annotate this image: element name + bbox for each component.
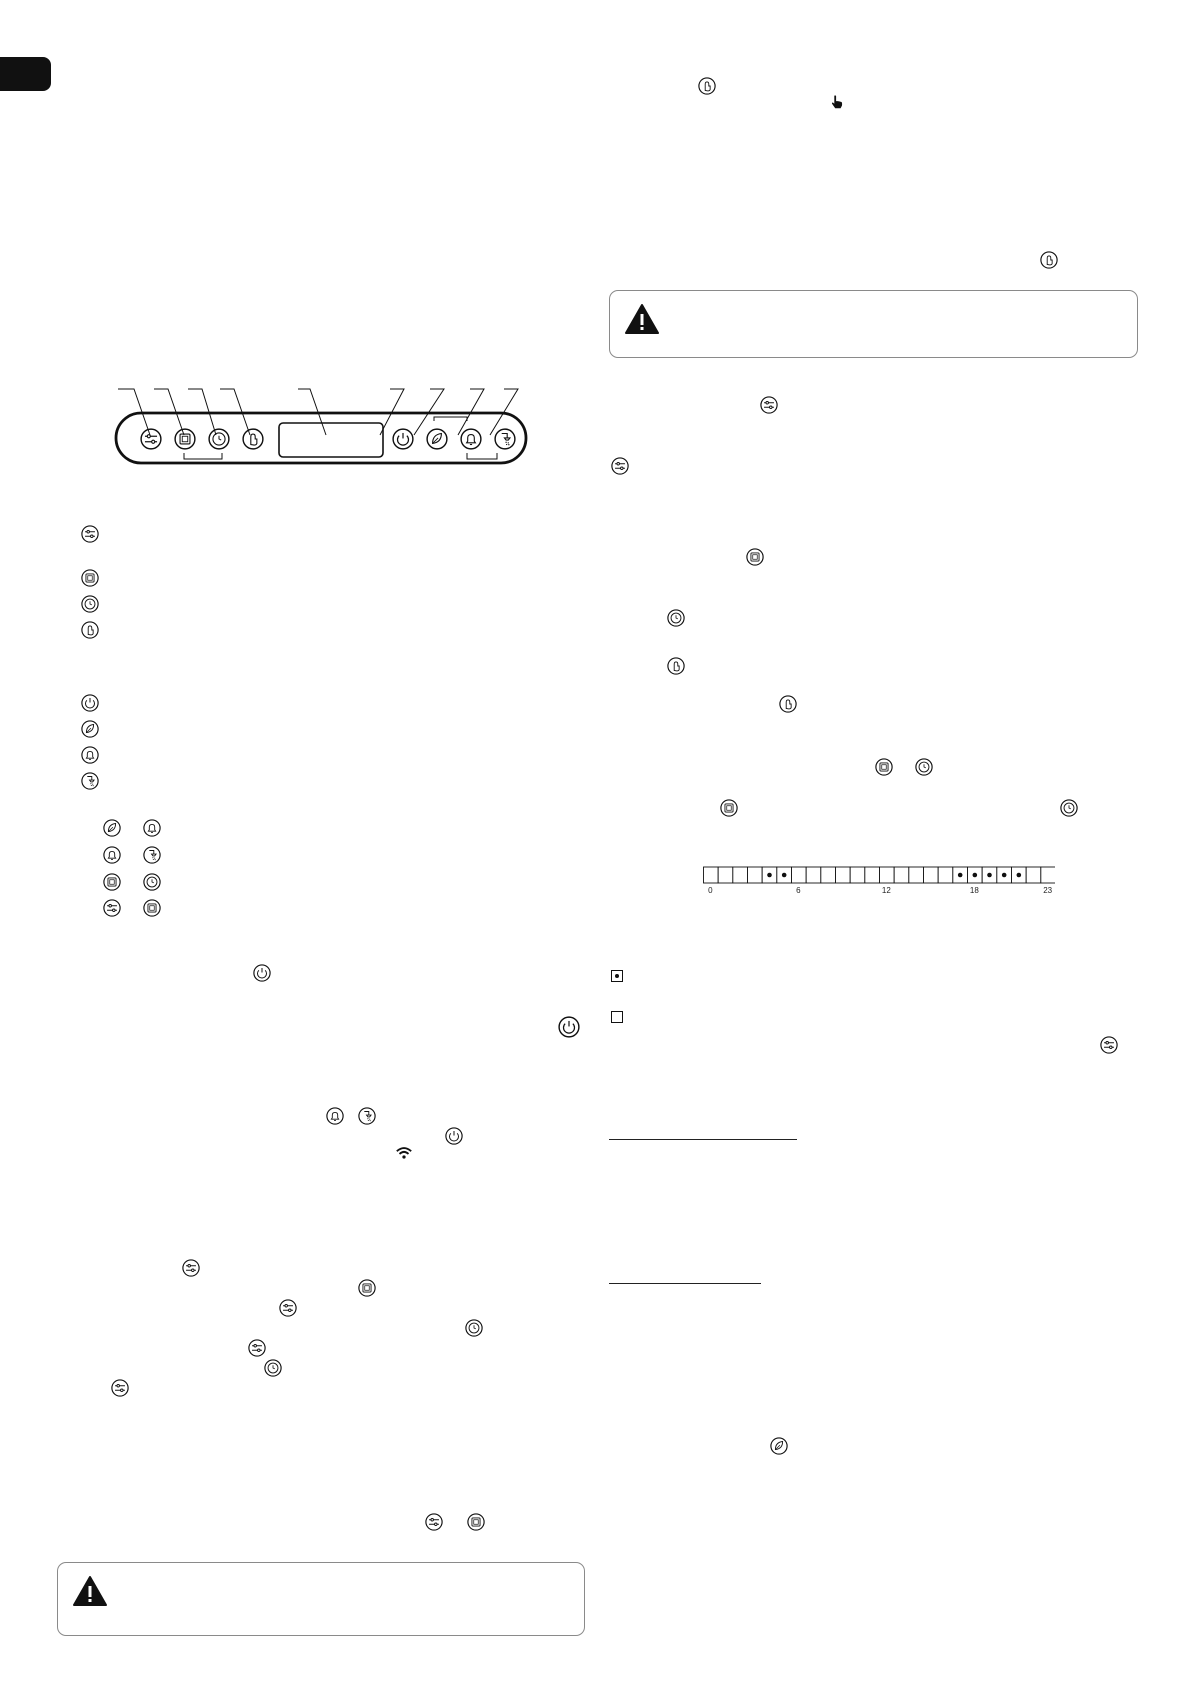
- section-heading-underline: [609, 1283, 761, 1284]
- power-icon: [445, 1127, 463, 1145]
- checkbox-active-legend: [611, 970, 623, 982]
- section-heading-underline: [609, 1139, 797, 1140]
- program-square-icon: [81, 569, 99, 587]
- schedule-grid: [703, 866, 1055, 904]
- schedule-hour-cell: [718, 867, 733, 883]
- settings-sliders-icon: [760, 396, 778, 414]
- schedule-hour-cell: [865, 867, 880, 883]
- program-square-icon: [467, 1513, 485, 1531]
- language-tab: [0, 57, 51, 91]
- warning-box-right: [609, 290, 1138, 358]
- wifi-icon: [395, 1144, 413, 1162]
- schedule-hour-cell: [733, 867, 748, 883]
- hand-icon: [779, 695, 797, 713]
- schedule-active-dot: [973, 873, 978, 878]
- settings-sliders-icon: [611, 457, 629, 475]
- settings-sliders-icon: [103, 899, 121, 917]
- schedule-hour-cell: [806, 867, 821, 883]
- schedule-active-dot: [987, 873, 992, 878]
- eco-leaf-icon: [81, 720, 99, 738]
- schedule-active-dot: [767, 873, 772, 878]
- schedule-tick-label: 18: [969, 886, 979, 895]
- program-square-icon: [875, 758, 893, 776]
- schedule-active-dot: [1002, 873, 1007, 878]
- hand-icon: [698, 77, 716, 95]
- warning-triangle-icon: [624, 303, 660, 335]
- control-panel-outline: [112, 383, 532, 469]
- bell-icon: [81, 746, 99, 764]
- settings-sliders-icon: [1100, 1036, 1118, 1054]
- schedule-cells: [703, 866, 1055, 886]
- shower-icon: [143, 846, 161, 864]
- schedule-hour-cell: [880, 867, 895, 883]
- schedule-hour-cell: [909, 867, 924, 883]
- schedule-hour-cell: [821, 867, 836, 883]
- program-square-icon: [746, 548, 764, 566]
- clock-icon: [264, 1359, 282, 1377]
- warning-triangle-icon: [72, 1575, 108, 1607]
- control-panel-diagram: [112, 383, 532, 469]
- pointer-hand-icon: [828, 93, 846, 111]
- settings-sliders-icon: [425, 1513, 443, 1531]
- clock-icon: [1060, 799, 1078, 817]
- schedule-active-dot: [958, 873, 963, 878]
- schedule-hour-cell: [1026, 867, 1041, 883]
- power-icon: [81, 694, 99, 712]
- checkbox-inactive-legend: [611, 1011, 623, 1023]
- schedule-tick-label: 23: [1043, 886, 1053, 895]
- settings-sliders-icon: [182, 1259, 200, 1277]
- clock-icon: [465, 1319, 483, 1337]
- shower-icon: [81, 772, 99, 790]
- program-square-icon: [103, 873, 121, 891]
- hand-icon: [81, 621, 99, 639]
- clock-icon: [81, 595, 99, 613]
- schedule-tick-label: 0: [708, 886, 713, 895]
- program-square-icon: [143, 899, 161, 917]
- bell-icon: [143, 819, 161, 837]
- schedule-hour-cell: [792, 867, 807, 883]
- hand-icon: [1040, 251, 1058, 269]
- hand-icon: [667, 657, 685, 675]
- schedule-hour-cell: [850, 867, 865, 883]
- power-icon: [558, 1016, 580, 1038]
- schedule-active-dot: [782, 873, 787, 878]
- schedule-tick-label: 6: [796, 886, 801, 895]
- settings-sliders-icon: [81, 525, 99, 543]
- shower-icon: [358, 1107, 376, 1125]
- schedule-active-dot: [1017, 873, 1022, 878]
- eco-leaf-icon: [103, 819, 121, 837]
- settings-sliders-icon: [248, 1339, 266, 1357]
- bell-icon: [103, 846, 121, 864]
- schedule-tick-label: 12: [881, 886, 891, 895]
- eco-leaf-icon: [770, 1437, 788, 1455]
- schedule-hour-cell: [836, 867, 851, 883]
- program-square-icon: [358, 1279, 376, 1297]
- schedule-hour-cell: [704, 867, 719, 883]
- schedule-hour-cell: [748, 867, 763, 883]
- schedule-tick-labels: [703, 886, 1055, 898]
- settings-sliders-icon: [279, 1299, 297, 1317]
- schedule-hour-cell: [894, 867, 909, 883]
- schedule-hour-cell: [1041, 867, 1055, 883]
- settings-sliders-icon: [111, 1379, 129, 1397]
- clock-icon: [667, 609, 685, 627]
- clock-icon: [915, 758, 933, 776]
- power-icon: [253, 964, 271, 982]
- schedule-hour-cell: [924, 867, 939, 883]
- bell-icon: [326, 1107, 344, 1125]
- warning-box-left: [57, 1562, 585, 1636]
- schedule-hour-cell: [938, 867, 953, 883]
- program-square-icon: [720, 799, 738, 817]
- clock-icon: [143, 873, 161, 891]
